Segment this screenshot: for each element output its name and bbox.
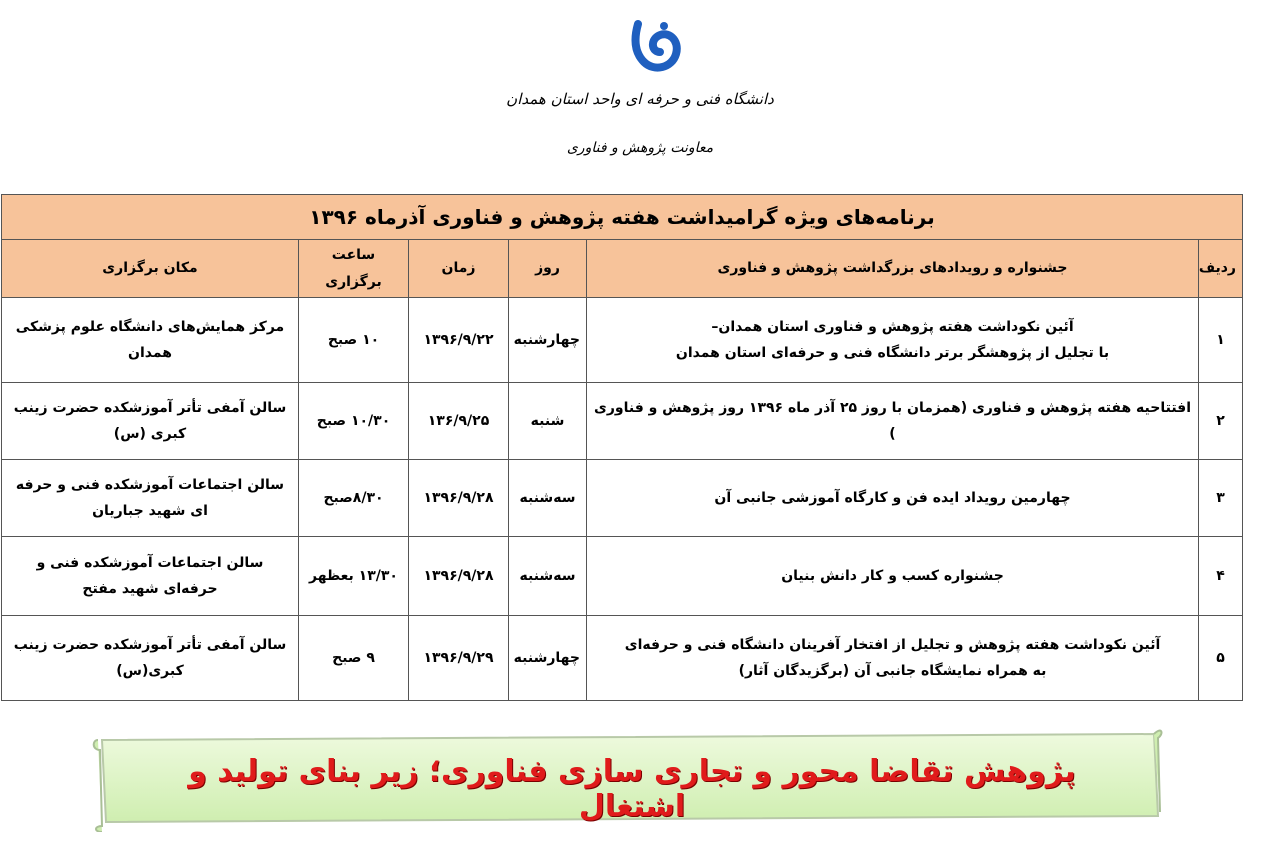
table-row <box>2 616 1243 701</box>
time-cell: ۱۰ صبح <box>299 298 409 383</box>
event-line: به همراه نمایشگاه جانبی آن (برگزیدگان آثار) <box>738 663 1047 680</box>
column-header-day: روز <box>509 240 587 298</box>
slogan-text: پژوهش تقاضا محور و تجاری سازی فناوری؛ زیر بنای تولید و اشتغال <box>188 754 1076 824</box>
event-line: آئین نکوداشت هفته پژوهش و فناوری استان همدان– <box>711 318 1074 335</box>
page-header <box>0 0 1280 180</box>
university-name: دانشگاه فنی و حرفه ای واحد استان همدان <box>506 90 774 108</box>
event-line: آئین نکوداشت هفته پژوهش و تجلیل از افتخار آفرینان دانشگاه فنی و حرفه‌ای <box>624 636 1161 653</box>
place-cell: سالن اجتماعات آموزشکده فنی و حرفه‌ای شهید مفتح <box>2 537 299 616</box>
column-header-row-number: ردیف <box>1199 240 1243 298</box>
university-logo-icon <box>628 18 684 74</box>
row-number: ۱ <box>1199 298 1243 383</box>
place-cell: مرکز همایش‌های دانشگاه علوم پزشکی همدان <box>2 298 299 383</box>
table-row <box>2 460 1243 537</box>
column-header-time: ساعت برگزاری <box>299 240 409 298</box>
day-cell: سه‌شنبه <box>509 537 587 616</box>
date-cell: ۱۳۹۶/۹/۲۹ <box>409 616 509 701</box>
day-cell: سه‌شنبه <box>509 460 587 537</box>
table-row <box>2 537 1243 616</box>
table-title-row <box>2 195 1243 240</box>
event-line: چهارمین رویداد ایده فن و کارگاه آموزشی جانبی آن <box>714 489 1071 506</box>
event-cell <box>587 616 1199 701</box>
event-cell <box>587 460 1199 537</box>
day-cell: شنبه <box>509 383 587 460</box>
place-cell: سالن آمفی تأتر آموزشکده حضرت زینب کبری (س) <box>2 383 299 460</box>
time-cell: ۸/۳۰صبح <box>299 460 409 537</box>
date-cell: ۱۳۹۶/۹/۲۸ <box>409 537 509 616</box>
event-line: جشنواره کسب و کار دانش بنیان <box>781 567 1004 584</box>
date-cell: ۱۳۹۶/۹/۲۲ <box>409 298 509 383</box>
day-cell: چهارشنبه <box>509 298 587 383</box>
place-cell: سالن آمفی تأتر آموزشکده حضرت زینب کبری(س) <box>2 616 299 701</box>
day-cell: چهارشنبه <box>509 616 587 701</box>
event-cell <box>587 537 1199 616</box>
table-header-row <box>2 240 1243 298</box>
event-line: با تجلیل از پژوهشگر برتر دانشگاه فنی و حرفه‌ای استان همدان <box>675 345 1110 362</box>
time-cell: ۱۳/۳۰ بعظهر <box>299 537 409 616</box>
slogan-banner <box>92 726 1166 832</box>
column-header-date: زمان <box>409 240 509 298</box>
table-row <box>2 298 1243 383</box>
program-table <box>1 194 1243 701</box>
event-line: افتتاحیه هفته پژوهش و فناوری (همزمان با روز ۲۵ آذر ماه ۱۳۹۶ روز پژوهش و فناوری ) <box>594 399 1191 443</box>
date-cell: ۱۳۶/۹/۲۵ <box>409 383 509 460</box>
table-row <box>2 383 1243 460</box>
time-cell: ۱۰/۳۰ صبح <box>299 383 409 460</box>
place-cell: سالن اجتماعات آموزشکده فنی و حرفه ای شهید جباریان <box>2 460 299 537</box>
row-number: ۴ <box>1199 537 1243 616</box>
event-cell <box>587 383 1199 460</box>
table-title: برنامه‌های ویژه گرامیداشت هفته پژوهش و فناوری آذرماه ۱۳۹۶ <box>2 195 1243 240</box>
department-name: معاونت پژوهش و فناوری <box>566 140 714 156</box>
row-number: ۵ <box>1199 616 1243 701</box>
event-cell <box>587 298 1199 383</box>
row-number: ۳ <box>1199 460 1243 537</box>
column-header-place: مکان برگزاری <box>2 240 299 298</box>
column-header-event: جشنواره و رویدادهای بزرگداشت پژوهش و فناوری <box>587 240 1199 298</box>
row-number: ۲ <box>1199 383 1243 460</box>
time-cell: ۹ صبح <box>299 616 409 701</box>
date-cell: ۱۳۹۶/۹/۲۸ <box>409 460 509 537</box>
